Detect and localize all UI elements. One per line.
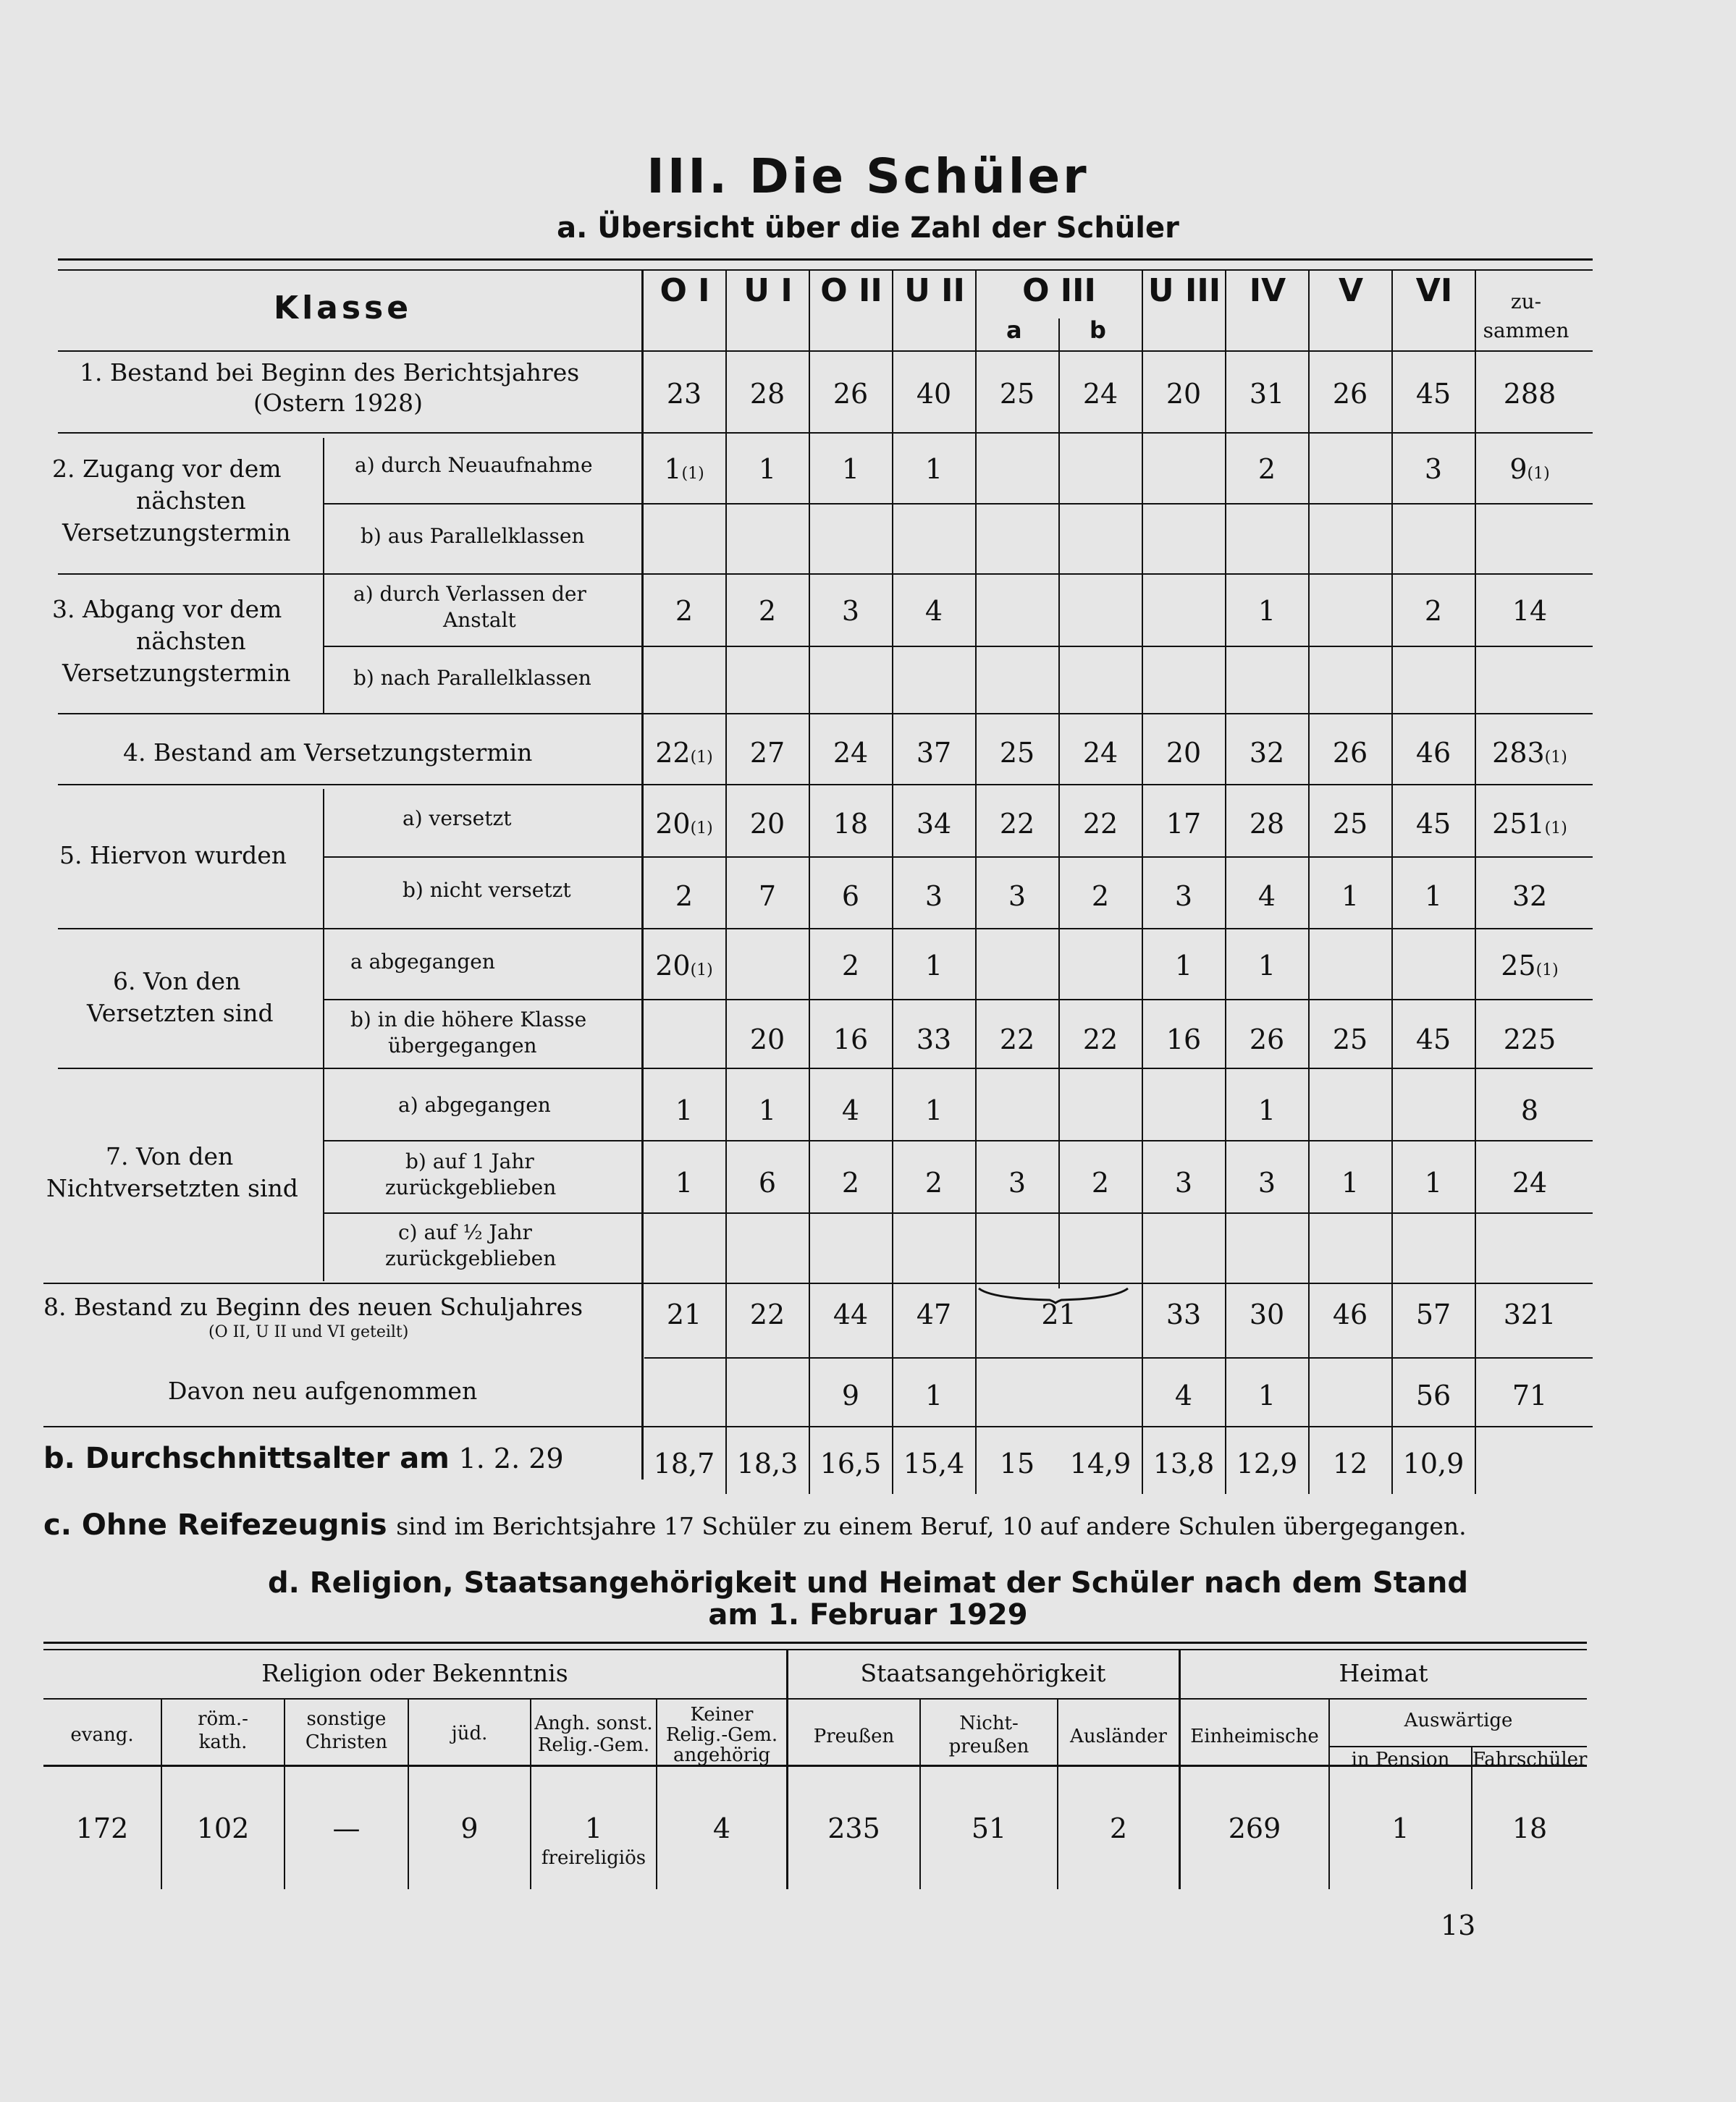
- row7a-label: a) abgegangen: [398, 1093, 551, 1117]
- table-cell: 25: [1332, 808, 1368, 840]
- h-keiner-2: Relig.-Gem.: [665, 1724, 778, 1746]
- age-cell: 10,9: [1402, 1448, 1465, 1480]
- table-cell: 45: [1415, 378, 1451, 410]
- table-cell: 20: [749, 808, 785, 840]
- table-cell: 6: [841, 880, 860, 912]
- row4-label: 4. Bestand am Versetzungstermin: [123, 738, 533, 767]
- table-cell: 24: [1082, 737, 1118, 769]
- d-preussen: 235: [827, 1812, 880, 1844]
- h-keiner-3: angehörig: [673, 1744, 771, 1766]
- col-header-v: V: [1338, 272, 1364, 309]
- h-roem-2: kath.: [198, 1731, 248, 1753]
- h-keiner-1: Keiner: [690, 1704, 754, 1726]
- table-cell: 71: [1512, 1380, 1548, 1411]
- row1-label-1: 1. Bestand bei Beginn des Berichtsjahres: [80, 358, 580, 387]
- d-sonst: —: [332, 1812, 361, 1844]
- row-line: [58, 928, 1593, 929]
- row5b-label: b) nicht versetzt: [403, 878, 571, 902]
- h-sonst-2: Christen: [305, 1731, 388, 1753]
- table-cell: 1: [758, 1094, 777, 1126]
- table-cell: 31: [1249, 378, 1285, 410]
- table-cell: 1: [1257, 1094, 1276, 1126]
- col-header-oii: O II: [820, 272, 882, 309]
- row-line: [324, 503, 1593, 505]
- table-cell: 25: [1332, 1023, 1368, 1055]
- table-cell: 4: [924, 595, 943, 627]
- table-cell: 21: [666, 1299, 702, 1330]
- table-cell: 225: [1503, 1023, 1556, 1055]
- table-cell: [643, 737, 725, 769]
- table-cell: [1475, 453, 1584, 485]
- table-a-top-rule-2: [58, 269, 1593, 271]
- row3a-label-1: a) durch Verlassen der: [353, 582, 586, 606]
- row7c-label-2: zurückgeblieben: [385, 1246, 557, 1270]
- table-cell: 46: [1332, 1299, 1368, 1330]
- row2-label-2: nächsten: [136, 486, 246, 515]
- table-cell: 2: [841, 950, 860, 982]
- d-jued: 9: [460, 1812, 479, 1844]
- section-b: [43, 1442, 564, 1475]
- table-a-top-rule: [58, 258, 1593, 261]
- h-angh-2: Relig.-Gem.: [537, 1734, 650, 1756]
- table-cell: 9: [841, 1380, 860, 1411]
- row-line: [644, 1357, 1593, 1359]
- table-cell: 1: [1257, 595, 1276, 627]
- table-cell: 37: [916, 737, 952, 769]
- table-cell: 321: [1503, 1299, 1556, 1330]
- d-keiner: 4: [712, 1812, 731, 1844]
- table-cell: 34: [916, 808, 952, 840]
- col-header-vi: VI: [1415, 272, 1453, 309]
- age-cell: 15: [999, 1448, 1035, 1480]
- col-header-total-1: zu-: [1510, 290, 1542, 313]
- h-auswaertige: Auswärtige: [1404, 1710, 1513, 1731]
- table-d-group-rule: [43, 1698, 1587, 1700]
- age-cell: 18,7: [653, 1448, 715, 1480]
- row3-label-2: nächsten: [136, 627, 246, 655]
- table-cell: 16: [833, 1023, 869, 1055]
- cell-value: 283: [1492, 737, 1545, 769]
- table-cell: 27: [749, 737, 785, 769]
- row-line: [58, 713, 1593, 714]
- table-cell: 28: [1249, 808, 1285, 840]
- cell-footnote: (1): [690, 819, 713, 837]
- table-cell: 33: [1166, 1299, 1202, 1330]
- table-cell: 22: [1082, 808, 1118, 840]
- row7b-label-2: zurückgeblieben: [385, 1175, 557, 1199]
- row2-label-1: 2. Zugang vor dem: [52, 455, 282, 483]
- row3b-label: b) nach Parallelklassen: [353, 666, 591, 690]
- row-line: [324, 999, 1593, 1000]
- cell-value: 20: [655, 950, 691, 982]
- cell-footnote: (1): [690, 748, 713, 767]
- section-d-title-2: am 1. Februar 1929: [708, 1598, 1028, 1632]
- row5-label: 5. Hiervon wurden: [59, 841, 287, 869]
- table-cell: 2: [1424, 595, 1443, 627]
- table-cell: 33: [916, 1023, 952, 1055]
- table-a-header-rule: [58, 350, 1593, 352]
- row-line: [58, 432, 1593, 434]
- col-header-iv: IV: [1249, 272, 1286, 309]
- row-line: [324, 1140, 1593, 1141]
- section-d-title-1: d. Religion, Staatsangehörigkeit und Heimat der Schüler nach dem Stand: [268, 1566, 1468, 1600]
- section-c: [43, 1508, 1467, 1542]
- age-cell: 12,9: [1236, 1448, 1298, 1480]
- row7c-label-1: c) auf ½ Jahr: [398, 1220, 532, 1244]
- table-cell: 3: [1174, 880, 1193, 912]
- row6-label-1: 6. Von den: [113, 967, 241, 995]
- row3-label-1: 3. Abgang vor dem: [52, 595, 282, 623]
- table-cell: 6: [758, 1167, 777, 1199]
- table-cell: [643, 453, 725, 485]
- row-line: [324, 856, 1593, 858]
- d-auslaender: 2: [1109, 1812, 1128, 1844]
- h-einheim: Einheimische: [1190, 1726, 1319, 1747]
- table-cell: 45: [1415, 1023, 1451, 1055]
- group-heimat: Heimat: [1339, 1659, 1428, 1687]
- age-cell: 15,4: [903, 1448, 965, 1480]
- table-a-sublabel-separator-2: [323, 789, 324, 1281]
- table-cell: 1: [675, 1167, 694, 1199]
- table-cell: 20: [749, 1023, 785, 1055]
- table-cell: [1475, 950, 1584, 982]
- h-auslaender: Ausländer: [1070, 1726, 1167, 1747]
- row-line: [43, 1426, 1593, 1427]
- cell-footnote: (1): [1535, 961, 1559, 979]
- row8-label-2: (O II, U II und VI geteilt): [208, 1323, 409, 1341]
- table-cell: 4: [1257, 880, 1276, 912]
- table-cell: 3: [1424, 453, 1443, 485]
- table-cell: 1: [924, 1380, 943, 1411]
- col-header-total-2: sammen: [1483, 318, 1569, 342]
- table-cell: 2: [1091, 1167, 1110, 1199]
- row6b-label-2: übergegangen: [388, 1034, 537, 1058]
- row7-label-1: 7. Von den: [106, 1142, 234, 1170]
- table-cell: 2: [924, 1167, 943, 1199]
- h-preussen: Preußen: [813, 1726, 895, 1747]
- row6b-label-1: b) in die höhere Klasse: [350, 1008, 587, 1031]
- h-fahr: Fahrschüler: [1472, 1749, 1588, 1770]
- cell-footnote: (1): [681, 465, 704, 483]
- h-sonst-1: sonstige: [306, 1708, 387, 1730]
- table-cell: 56: [1415, 1380, 1451, 1411]
- cell-value: 20: [655, 808, 691, 840]
- cell-value: 9: [1509, 453, 1528, 485]
- table-cell: 32: [1249, 737, 1285, 769]
- table-cell: 8: [1520, 1094, 1539, 1126]
- row-line: [43, 1283, 1593, 1284]
- table-cell: 32: [1512, 880, 1548, 912]
- table-cell: 3: [1008, 1167, 1027, 1199]
- table-cell: 1: [924, 1094, 943, 1126]
- row5a-label: a) versetzt: [403, 806, 512, 830]
- table-cell: [1475, 808, 1584, 840]
- table-cell: 3: [1008, 880, 1027, 912]
- row7b-label-1: b) auf 1 Jahr: [405, 1149, 534, 1173]
- table-cell: 22: [749, 1299, 785, 1330]
- table-cell: 3: [1174, 1167, 1193, 1199]
- table-cell: 1: [758, 453, 777, 485]
- cell-value: 22: [655, 737, 691, 769]
- table-cell: 1: [924, 950, 943, 982]
- table-cell: 2: [675, 595, 694, 627]
- age-cell: 12: [1332, 1448, 1368, 1480]
- age-cell: 14,9: [1069, 1448, 1132, 1480]
- row2a-label: a) durch Neuaufnahme: [355, 453, 593, 477]
- row-line: [58, 1068, 1593, 1069]
- table-cell: 22: [1082, 1023, 1118, 1055]
- row-line: [324, 1212, 1593, 1214]
- row-line: [324, 646, 1593, 647]
- row2b-label: b) aus Parallelklassen: [361, 524, 585, 548]
- table-d-top-rule-2: [43, 1649, 1587, 1650]
- age-cell: 18,3: [736, 1448, 799, 1480]
- table-cell: 26: [1249, 1023, 1285, 1055]
- d-evang: 172: [75, 1812, 129, 1844]
- cell-footnote: (1): [1544, 819, 1567, 837]
- d-freireligioes: freireligiös: [541, 1847, 646, 1869]
- table-cell: 2: [841, 1167, 860, 1199]
- table-cell: 2: [1091, 880, 1110, 912]
- table-cell: 45: [1415, 808, 1451, 840]
- table-cell: 7: [758, 880, 777, 912]
- row8-label-1: 8. Bestand zu Beginn des neuen Schuljahres: [43, 1293, 583, 1321]
- cell-footnote: (1): [1544, 748, 1567, 767]
- table-cell: 16: [1166, 1023, 1202, 1055]
- table-cell: 26: [833, 378, 869, 410]
- table-cell: 28: [749, 378, 785, 410]
- table-cell: 1: [1424, 880, 1443, 912]
- h-roem-1: röm.-: [198, 1708, 248, 1730]
- table-cell: 21: [1041, 1299, 1076, 1330]
- h-jued: jüd.: [451, 1723, 488, 1744]
- table-cell: 1: [1424, 1167, 1443, 1199]
- age-cell: 13,8: [1153, 1448, 1215, 1480]
- table-cell: 3: [841, 595, 860, 627]
- table-cell: [1475, 737, 1584, 769]
- col-header-oiii-b: b: [1090, 316, 1106, 344]
- table-cell: 1: [841, 453, 860, 485]
- table-cell: 3: [924, 880, 943, 912]
- table-d-top-rule: [43, 1642, 1587, 1644]
- table-cell: 14: [1512, 595, 1548, 627]
- page-number: 13: [1441, 1909, 1476, 1941]
- group-staat: Staatsangehörigkeit: [860, 1659, 1106, 1687]
- table-cell: 25: [999, 378, 1035, 410]
- table-cell: 44: [833, 1299, 869, 1330]
- col-header-oiii: O III: [1022, 272, 1096, 309]
- table-cell: 1: [1341, 1167, 1360, 1199]
- d-einheim: 269: [1228, 1812, 1281, 1844]
- section-c-text: sind im Berichtsjahre 17 Schüler zu einem Beruf, 10 auf andere Schulen übergegangen.: [396, 1512, 1467, 1540]
- table-cell: 20: [1166, 378, 1202, 410]
- row9-label: Davon neu aufgenommen: [168, 1377, 478, 1405]
- h-evang: evang.: [70, 1724, 134, 1746]
- table-cell: 18: [833, 808, 869, 840]
- table-cell: 20: [1166, 737, 1202, 769]
- row3-label-3: Versetzungstermin: [62, 659, 291, 687]
- d-nicht: 51: [971, 1812, 1007, 1844]
- row2-label-3: Versetzungstermin: [62, 518, 291, 546]
- col-header-ui: U I: [743, 272, 793, 309]
- table-cell: 57: [1415, 1299, 1451, 1330]
- age-cell: 16,5: [819, 1448, 882, 1480]
- table-cell: 17: [1166, 808, 1202, 840]
- table-cell: 24: [1512, 1167, 1548, 1199]
- section-a-title: a. Übersicht über die Zahl der Schüler: [557, 211, 1179, 245]
- table-cell: 4: [1174, 1380, 1193, 1411]
- h-nicht-2: preußen: [948, 1736, 1029, 1757]
- row1-label-2: (Ostern 1928): [253, 389, 424, 417]
- table-cell: 4: [841, 1094, 860, 1126]
- col-header-uii: U II: [904, 272, 965, 309]
- table-cell: 30: [1249, 1299, 1285, 1330]
- d-pension: 1: [1391, 1812, 1410, 1844]
- d-fahr: 18: [1512, 1812, 1548, 1844]
- table-cell: 1: [1257, 950, 1276, 982]
- table-cell: 40: [916, 378, 952, 410]
- d-roem: 102: [196, 1812, 250, 1844]
- table-cell: 47: [916, 1299, 952, 1330]
- table-cell: 1: [924, 453, 943, 485]
- cell-value: 251: [1492, 808, 1545, 840]
- table-cell: 1: [1257, 1380, 1276, 1411]
- table-cell: 23: [666, 378, 702, 410]
- klasse-header: Klasse: [274, 290, 413, 326]
- table-cell: 26: [1332, 737, 1368, 769]
- table-cell: 2: [675, 880, 694, 912]
- cell-footnote: (1): [1527, 465, 1550, 483]
- d-angh: 1: [584, 1812, 603, 1844]
- col-header-oi: O I: [660, 272, 710, 309]
- table-cell: 1: [675, 1094, 694, 1126]
- row-line: [58, 573, 1593, 575]
- row7-label-2: Nichtversetzten sind: [46, 1174, 298, 1202]
- cell-value: 1: [664, 453, 682, 485]
- section-b-title: b. Durchschnittsalter am: [43, 1442, 450, 1475]
- table-cell: [643, 950, 725, 982]
- h-nicht-1: Nicht-: [959, 1713, 1019, 1734]
- row-line: [58, 784, 1593, 785]
- table-cell: 2: [758, 595, 777, 627]
- table-cell: 1: [1174, 950, 1193, 982]
- table-cell: 1: [1341, 880, 1360, 912]
- section-b-date: 1. 2. 29: [458, 1443, 564, 1474]
- table-cell: 26: [1332, 378, 1368, 410]
- cell-value: 25: [1501, 950, 1536, 982]
- table-cell: 24: [1082, 378, 1118, 410]
- table-cell: 288: [1503, 378, 1556, 410]
- table-d-auswaertige-rule: [1328, 1746, 1587, 1747]
- table-cell: 22: [999, 1023, 1035, 1055]
- table-cell: 3: [1257, 1167, 1276, 1199]
- col-header-uiii: U III: [1147, 272, 1221, 309]
- col-line: [1058, 318, 1060, 1288]
- page-title: III. Die Schüler: [646, 148, 1090, 204]
- h-angh-1: Angh. sonst.: [534, 1713, 653, 1734]
- row6-label-2: Versetzten sind: [87, 999, 274, 1027]
- table-cell: 2: [1257, 453, 1276, 485]
- row6a-label: a abgegangen: [350, 950, 495, 974]
- col-header-oiii-a: a: [1006, 316, 1022, 344]
- table-a-sublabel-separator-1: [323, 438, 324, 713]
- table-cell: 22: [999, 808, 1035, 840]
- group-religion: Religion oder Bekenntnis: [261, 1659, 568, 1687]
- table-cell: 24: [833, 737, 869, 769]
- h-pension: in Pension: [1351, 1749, 1450, 1770]
- table-cell: 25: [999, 737, 1035, 769]
- section-c-title: c. Ohne Reifezeugnis: [43, 1508, 387, 1542]
- cell-footnote: (1): [690, 961, 713, 979]
- table-cell: [643, 808, 725, 840]
- row3a-label-2: Anstalt: [443, 608, 516, 632]
- table-cell: 46: [1415, 737, 1451, 769]
